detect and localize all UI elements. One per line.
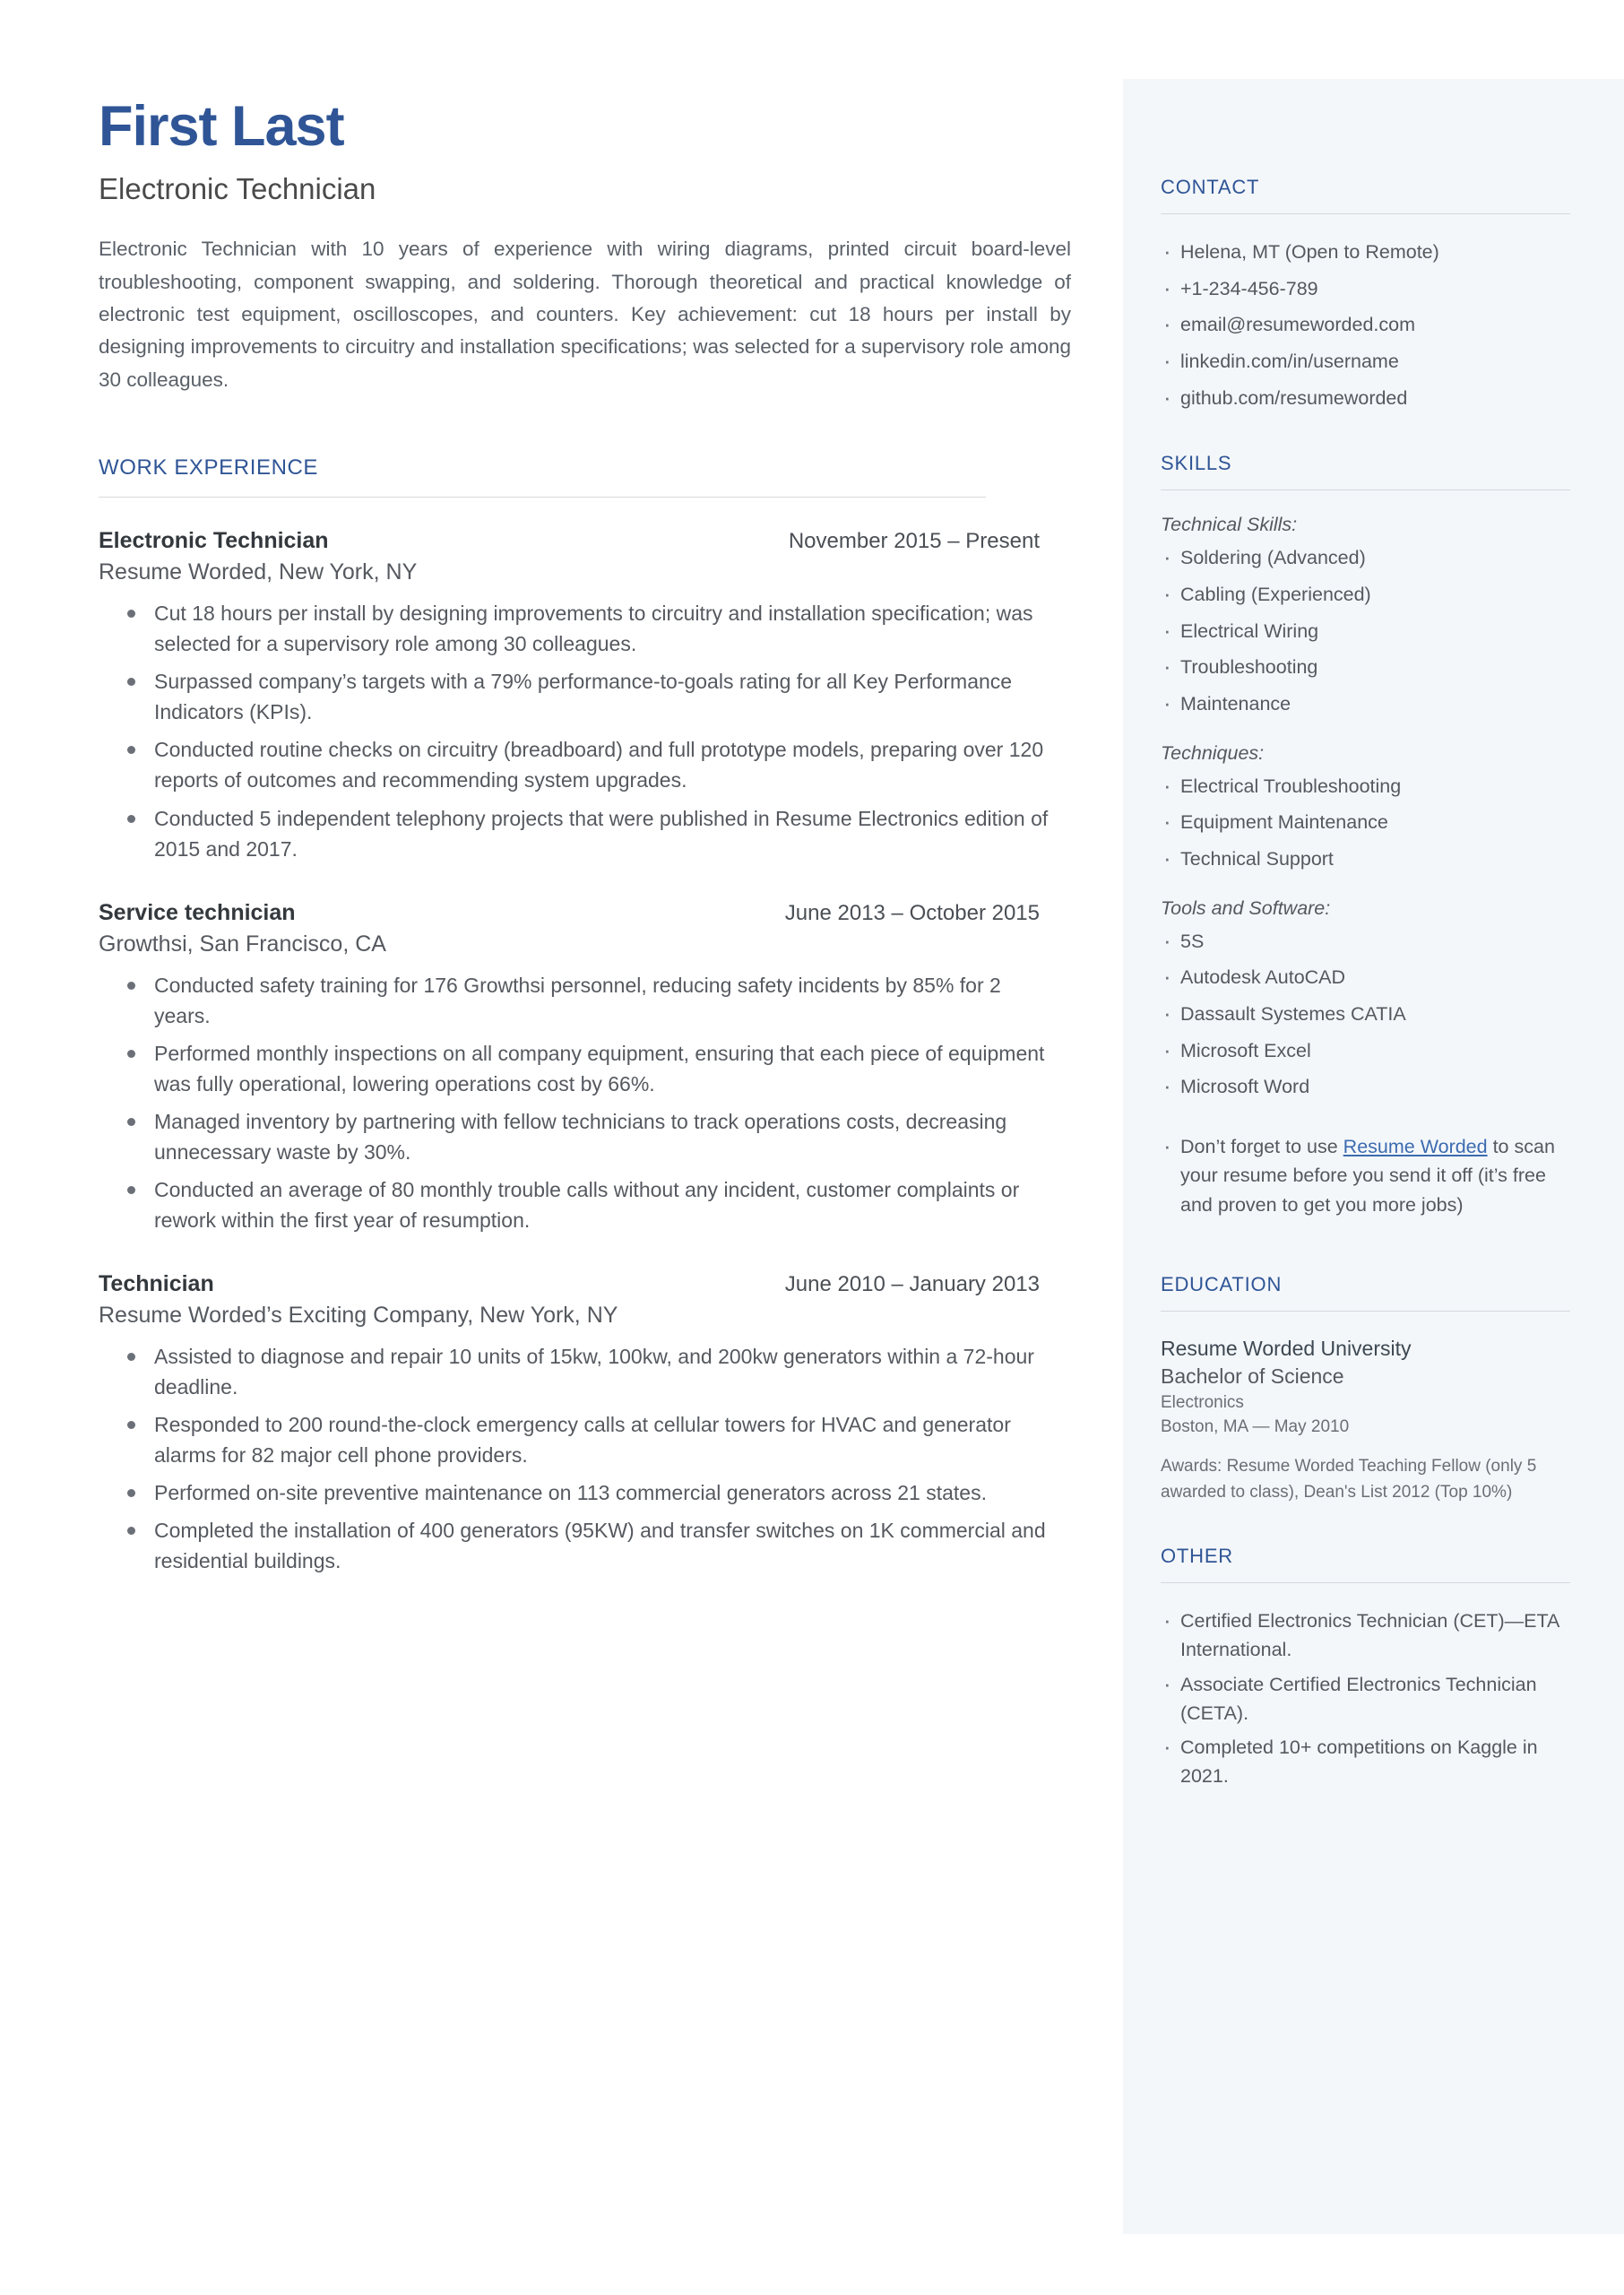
- list-item: · Dassault Systemes CATIA: [1161, 1000, 1570, 1029]
- education-awards: Awards: Resume Worded Teaching Fellow (only 5 awarded to class), Dean's List 2012 (Top 10%): [1161, 1457, 1537, 1502]
- work-entry-header: [99, 1271, 1040, 1297]
- skills-group-label: Tools and Software:: [1161, 896, 1331, 919]
- work-experience-divider: [99, 497, 986, 498]
- other-divider: [1161, 1582, 1570, 1583]
- work-entry: [99, 528, 1071, 585]
- note-suffix: to scan your resume before you send it off (it’s free and proven to get you more jobs): [1180, 1136, 1555, 1216]
- skills-list: [1161, 927, 1570, 1102]
- list-item: Completed the installation of 400 generators (95KW) and transfer switches on 1K commercial and residential buildings.: [154, 1515, 1050, 1576]
- work-entry-role: Technician: [99, 1270, 214, 1296]
- list-item: Managed inventory by partnering with fellow technicians to track operations costs, decreasing unnecessary waste by 30%.: [154, 1106, 1050, 1167]
- sidebar: [1123, 79, 1624, 2234]
- list-item: · Electrical Troubleshooting: [1161, 772, 1570, 801]
- list-item: Assisted to diagnose and repair 10 units of 15kw, 100kw, and 200kw generators within a 72-hour deadline.: [154, 1341, 1050, 1402]
- education-degree: Bachelor of Science: [1161, 1364, 1344, 1388]
- skills-group-label: Techniques:: [1161, 741, 1265, 764]
- skills-section: [1161, 452, 1570, 1218]
- list-item: · Equipment Maintenance: [1161, 808, 1570, 837]
- candidate-name: First Last: [99, 95, 344, 158]
- contact-email[interactable]: · email@resumeworded.com: [1161, 310, 1570, 340]
- work-entry-dates: June 2010 – January 2013: [784, 1271, 1040, 1296]
- work-experience-heading: WORK EXPERIENCE: [99, 455, 319, 481]
- resume-worded-note: [1161, 1132, 1570, 1219]
- other-item: · Completed 10+ competitions on Kaggle in 2021.: [1161, 1733, 1570, 1791]
- resume-worded-link[interactable]: Resume Worded: [1343, 1136, 1488, 1158]
- list-item: Surpassed company’s targets with a 79% performance-to-goals rating for all Key Performance Indicators (KPIs).: [154, 666, 1050, 727]
- list-item: Performed on-site preventive maintenance on 113 commercial generators across 21 states.: [154, 1477, 1050, 1508]
- list-item: Conducted 5 independent telephony projects that were published in Resume Electronics edition of 2015 and 2017.: [154, 803, 1050, 864]
- contact-divider: [1161, 213, 1570, 214]
- skills-heading: SKILLS: [1161, 452, 1232, 475]
- list-item: Conducted routine checks on circuitry (breadboard) and full prototype models, preparing over 120 reports of outcomes and recommending system upgrades.: [154, 734, 1050, 795]
- other-item: · Certified Electronics Technician (CET)—ETA International.: [1161, 1606, 1570, 1665]
- work-entry-company: Resume Worded, New York, NY: [99, 559, 418, 585]
- work-entry-bullets: [99, 598, 1071, 863]
- education-section: [1161, 1273, 1570, 1505]
- professional-summary: Electronic Technician with 10 years of experience with wiring diagrams, printed circuit board-level troubleshooting, component swapping, and soldering. Thorough theoretical and practical knowledge of electronic test equipment, oscilloscopes, and counters. Key achievement: cut 18 hours per install by designing improvements to circuitry and installation specifications; was selected for a supervisory role among 30 colleagues.: [99, 238, 1071, 391]
- other-section: [1161, 1545, 1570, 1791]
- list-item: Cut 18 hours per install by designing improvements to circuitry and installation specification; was selected for a supervisory role among 30 colleagues.: [154, 598, 1050, 659]
- contact-linkedin[interactable]: · linkedin.com/in/username: [1161, 347, 1570, 377]
- list-item: Performed monthly inspections on all company equipment, ensuring that each piece of equipment was fully operational, lowering operations cost by 66%.: [154, 1038, 1050, 1099]
- education-heading: EDUCATION: [1161, 1272, 1283, 1295]
- work-entry: [99, 900, 1071, 957]
- candidate-title: Electronic Technician: [99, 172, 376, 206]
- work-entry-header: [99, 900, 1040, 926]
- contact-github[interactable]: · github.com/resumeworded: [1161, 384, 1570, 413]
- list-item: · Soldering (Advanced): [1161, 543, 1570, 573]
- skills-list: [1161, 772, 1570, 874]
- other-item: · Associate Certified Electronics Technician (CETA).: [1161, 1670, 1570, 1728]
- skills-list: [1161, 543, 1570, 718]
- list-item: Conducted safety training for 176 Growthsi personnel, reducing safety incidents by 85% for 2 years.: [154, 970, 1050, 1031]
- note-prefix: Don’t forget to use: [1180, 1136, 1343, 1158]
- work-entry-role: Electronic Technician: [99, 528, 329, 554]
- contact-phone: · +1-234-456-789: [1161, 274, 1570, 304]
- skills-divider: [1161, 489, 1570, 490]
- education-location-date: Boston, MA — May 2010: [1161, 1417, 1350, 1437]
- skills-group-label: Technical Skills:: [1161, 514, 1298, 536]
- list-item: · Troubleshooting: [1161, 653, 1570, 682]
- other-heading: OTHER: [1161, 1545, 1233, 1568]
- contact-location: · Helena, MT (Open to Remote): [1161, 238, 1570, 267]
- work-entry-bullets: [99, 970, 1071, 1235]
- list-item: · Microsoft Word: [1161, 1072, 1570, 1102]
- skills-group-techniques: [1161, 742, 1570, 874]
- contact-heading: CONTACT: [1161, 176, 1260, 198]
- list-item: Conducted an average of 80 monthly trouble calls without any incident, customer complaints or rework within the first year of resumption.: [154, 1174, 1050, 1235]
- work-entry-company: Resume Worded’s Exciting Company, New York, NY: [99, 1302, 618, 1328]
- work-entry-dates: June 2013 – October 2015: [784, 900, 1040, 925]
- list-item: · Microsoft Excel: [1161, 1036, 1570, 1066]
- work-entry: [99, 1271, 1071, 1329]
- work-entry-role: Service technician: [99, 899, 296, 925]
- list-item: · Technical Support: [1161, 844, 1570, 874]
- list-item: · Maintenance: [1161, 689, 1570, 719]
- work-entry-header: [99, 528, 1040, 554]
- work-entry-bullets: [99, 1341, 1071, 1576]
- contact-list: [1161, 238, 1570, 412]
- education-school: Resume Worded University: [1161, 1336, 1412, 1360]
- skills-group-technical: [1161, 514, 1570, 718]
- list-item: · Electrical Wiring: [1161, 617, 1570, 646]
- contact-section: [1161, 176, 1570, 412]
- list-item: · Autodesk AutoCAD: [1161, 963, 1570, 992]
- education-divider: [1161, 1311, 1570, 1312]
- list-item: · Cabling (Experienced): [1161, 580, 1570, 610]
- work-entry-company: Growthsi, San Francisco, CA: [99, 931, 386, 957]
- list-item: Responded to 200 round-the-clock emergency calls at cellular towers for HVAC and generator alarms for 82 major cell phone providers.: [154, 1409, 1050, 1470]
- education-field: Electronics: [1161, 1392, 1244, 1412]
- skills-group-tools: [1161, 897, 1570, 1102]
- work-entry-dates: November 2015 – Present: [788, 529, 1040, 554]
- list-item: · 5S: [1161, 927, 1570, 957]
